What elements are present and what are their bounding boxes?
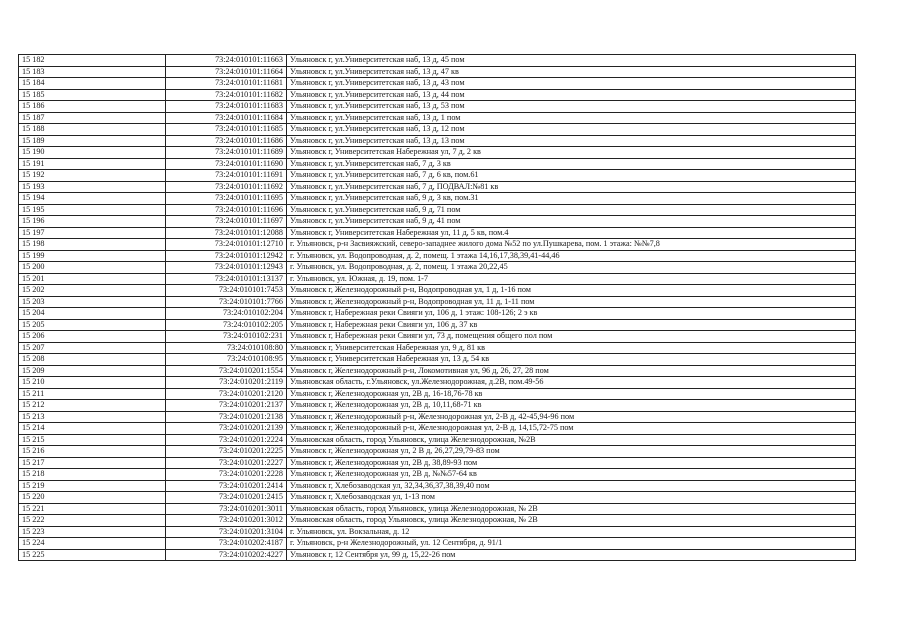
table-row [19, 250, 856, 262]
row-number-cell: 15 213 [19, 411, 166, 423]
row-number-cell: 15 207 [19, 342, 166, 354]
table-row [19, 89, 856, 101]
row-number-cell: 15 223 [19, 526, 166, 538]
row-number-cell: 15 190 [19, 147, 166, 159]
row-number-cell: 15 187 [19, 112, 166, 124]
cadastral-number-cell: 73:24:010101:12943 [166, 262, 287, 274]
row-number-cell: 15 197 [19, 227, 166, 239]
table-row [19, 66, 856, 78]
table-row [19, 365, 856, 377]
row-number-cell: 15 202 [19, 285, 166, 297]
row-number-cell: 15 221 [19, 503, 166, 515]
address-cell: Ульяновск г, Набережная реки Свияги ул, 106 д, 1 этаж: 108-126; 2 э кв [287, 308, 856, 320]
address-cell: Ульяновск г, Железнодорожная ул, 2В д, 16-18,76-78 кв [287, 388, 856, 400]
table-row [19, 112, 856, 124]
table-row [19, 492, 856, 504]
row-number-cell: 15 195 [19, 204, 166, 216]
address-cell: г. Ульяновск, ул. Водопроводная, д. 2, помещ. 1 этажа 14,16,17,38,39,41-44,46 [287, 250, 856, 262]
cadastral-number-cell: 73:24:010101:11681 [166, 78, 287, 90]
cadastral-number-cell: 73:24:010101:11663 [166, 55, 287, 67]
registry-table [18, 54, 856, 561]
row-number-cell: 15 219 [19, 480, 166, 492]
cadastral-number-cell: 73:24:010101:12710 [166, 239, 287, 251]
table-row [19, 101, 856, 113]
row-number-cell: 15 218 [19, 469, 166, 481]
address-cell: Ульяновск г, Железнодорожная ул, 2В д, 38,89-93 пом [287, 457, 856, 469]
cadastral-number-cell: 73:24:010102:231 [166, 331, 287, 343]
table-row [19, 331, 856, 343]
address-cell: Ульяновск г, ул.Университетская наб, 13 д, 13 пом [287, 135, 856, 147]
row-number-cell: 15 186 [19, 101, 166, 113]
row-number-cell: 15 214 [19, 423, 166, 435]
address-cell: Ульяновск г, ул.Университетская наб, 13 д, 12 пом [287, 124, 856, 136]
cadastral-number-cell: 73:24:010201:2120 [166, 388, 287, 400]
cadastral-number-cell: 73:24:010201:2119 [166, 377, 287, 389]
table-row [19, 135, 856, 147]
cadastral-number-cell: 73:24:010202:4227 [166, 549, 287, 561]
cadastral-number-cell: 73:24:010201:2415 [166, 492, 287, 504]
row-number-cell: 15 200 [19, 262, 166, 274]
address-cell: Ульяновск г, Университетская Набережная ул, 11 д, 5 кв, пом.4 [287, 227, 856, 239]
row-number-cell: 15 209 [19, 365, 166, 377]
cadastral-number-cell: 73:24:010202:4187 [166, 538, 287, 550]
cadastral-number-cell: 73:24:010101:11682 [166, 89, 287, 101]
cadastral-number-cell: 73:24:010102:205 [166, 319, 287, 331]
row-number-cell: 15 225 [19, 549, 166, 561]
cadastral-number-cell: 73:24:010201:3011 [166, 503, 287, 515]
row-number-cell: 15 220 [19, 492, 166, 504]
table-row [19, 227, 856, 239]
address-cell: Ульяновск г, Набережная реки Свияги ул, 106 д, 37 кв [287, 319, 856, 331]
row-number-cell: 15 193 [19, 181, 166, 193]
table-row [19, 158, 856, 170]
address-cell: Ульяновск г, Железнодорожная ул, 2В д, №№57-64 кв [287, 469, 856, 481]
address-cell: Ульяновск г, Железнодорожный р-н, Водопроводная ул, 11 д, 1-11 пом [287, 296, 856, 308]
cadastral-number-cell: 73:24:010201:2228 [166, 469, 287, 481]
address-cell: Ульяновск г, Железнодорожный р-н, Водопроводная ул, 1 д, 1-16 пом [287, 285, 856, 297]
row-number-cell: 15 194 [19, 193, 166, 205]
cadastral-number-cell: 73:24:010201:2225 [166, 446, 287, 458]
row-number-cell: 15 183 [19, 66, 166, 78]
table-row [19, 285, 856, 297]
cadastral-number-cell: 73:24:010101:7766 [166, 296, 287, 308]
row-number-cell: 15 188 [19, 124, 166, 136]
row-number-cell: 15 216 [19, 446, 166, 458]
address-cell: Ульяновск г, Железнодорожная ул, 2 В д, 26,27,29,79-83 пом [287, 446, 856, 458]
row-number-cell: 15 215 [19, 434, 166, 446]
row-number-cell: 15 208 [19, 354, 166, 366]
cadastral-number-cell: 73:24:010101:11685 [166, 124, 287, 136]
address-cell: Ульяновск г, ул.Университетская наб, 9 д, 41 пом [287, 216, 856, 228]
address-cell: Ульяновск г, ул.Университетская наб, 13 д, 45 пом [287, 55, 856, 67]
address-cell: Ульяновск г, Университетская Набережная ул, 7 д, 2 кв [287, 147, 856, 159]
row-number-cell: 15 196 [19, 216, 166, 228]
cadastral-number-cell: 73:24:010201:2224 [166, 434, 287, 446]
cadastral-number-cell: 73:24:010101:11692 [166, 181, 287, 193]
cadastral-number-cell: 73:24:010201:2139 [166, 423, 287, 435]
address-cell: Ульяновск г, Железнодорожный р-н, Железнодорожная ул, 2-В д, 14,15,72-75 пом [287, 423, 856, 435]
cadastral-number-cell: 73:24:010201:1554 [166, 365, 287, 377]
table-row [19, 400, 856, 412]
address-cell: Ульяновск г, ул.Университетская наб, 13 д, 43 пом [287, 78, 856, 90]
table-row [19, 181, 856, 193]
address-cell: Ульяновск г, ул.Университетская наб, 13 д, 1 пом [287, 112, 856, 124]
address-cell: Ульяновск г, Университетская Набережная ул, 9 д, 81 кв [287, 342, 856, 354]
table-row [19, 503, 856, 515]
table-row [19, 377, 856, 389]
address-cell: Ульяновская область, город Ульяновск, улица Железнодорожная, № 2В [287, 515, 856, 527]
address-cell: г. Ульяновск, ул. Южная, д. 19, пом. 1-7 [287, 273, 856, 285]
row-number-cell: 15 199 [19, 250, 166, 262]
address-cell: Ульяновск г, ул.Университетская наб, 9 д, 71 пом [287, 204, 856, 216]
cadastral-number-cell: 73:24:010101:11684 [166, 112, 287, 124]
row-number-cell: 15 205 [19, 319, 166, 331]
table-row [19, 388, 856, 400]
address-cell: Ульяновск г, Железнодорожный р-н, Локомотивная ул, 96 д, 26, 27, 28 пом [287, 365, 856, 377]
cadastral-number-cell: 73:24:010101:11689 [166, 147, 287, 159]
registry-table-body [19, 55, 856, 561]
row-number-cell: 15 198 [19, 239, 166, 251]
address-cell: Ульяновск г, ул.Университетская наб, 13 д, 53 пом [287, 101, 856, 113]
cadastral-number-cell: 73:24:010201:2138 [166, 411, 287, 423]
cadastral-number-cell: 73:24:010108:95 [166, 354, 287, 366]
table-row [19, 538, 856, 550]
table-row [19, 423, 856, 435]
cadastral-number-cell: 73:24:010101:11686 [166, 135, 287, 147]
row-number-cell: 15 192 [19, 170, 166, 182]
table-row [19, 549, 856, 561]
address-cell: Ульяновск г, ул.Университетская наб, 13 д, 47 кв [287, 66, 856, 78]
address-cell: Ульяновск г, Железнодорожная ул, 2В д, 10,11,68-71 кв [287, 400, 856, 412]
address-cell: Ульяновская область, город Ульяновск, улица Железнодорожная, № 2В [287, 503, 856, 515]
table-row [19, 342, 856, 354]
cadastral-number-cell: 73:24:010101:12088 [166, 227, 287, 239]
cadastral-number-cell: 73:24:010101:11697 [166, 216, 287, 228]
address-cell: г. Ульяновск, ул. Вокзальная, д. 12 [287, 526, 856, 538]
row-number-cell: 15 203 [19, 296, 166, 308]
table-row [19, 411, 856, 423]
row-number-cell: 15 204 [19, 308, 166, 320]
address-cell: Ульяновск г, Набережная реки Свияги ул, 73 д, помещения общего пол пом [287, 331, 856, 343]
address-cell: Ульяновск г, ул.Университетская наб, 9 д, 3 кв, пом.31 [287, 193, 856, 205]
address-cell: Ульяновск г, ул.Университетская наб, 7 д, 6 кв, пом.61 [287, 170, 856, 182]
row-number-cell: 15 191 [19, 158, 166, 170]
address-cell: Ульяновск г, ул.Университетская наб, 7 д, 3 кв [287, 158, 856, 170]
address-cell: Ульяновск г, ул.Университетская наб, 7 д, ПОДВАЛ:№81 кв [287, 181, 856, 193]
address-cell: Ульяновская область, г.Ульяновск, ул.Железнодорожная, д.2В, пом.49-56 [287, 377, 856, 389]
table-row [19, 124, 856, 136]
table-row [19, 239, 856, 251]
table-row [19, 354, 856, 366]
table-row [19, 434, 856, 446]
address-cell: Ульяновск г, Железнодорожный р-н, Железнодорожная ул, 2-В д, 42-45,94-96 пом [287, 411, 856, 423]
row-number-cell: 15 189 [19, 135, 166, 147]
address-cell: г. Ульяновск, р-н Железнодорожный, ул. 12 Сентября, д. 91/1 [287, 538, 856, 550]
table-row [19, 296, 856, 308]
table-row [19, 457, 856, 469]
row-number-cell: 15 210 [19, 377, 166, 389]
table-row [19, 308, 856, 320]
address-cell: Ульяновск г, ул.Университетская наб, 13 д, 44 пом [287, 89, 856, 101]
cadastral-number-cell: 73:24:010101:11691 [166, 170, 287, 182]
row-number-cell: 15 184 [19, 78, 166, 90]
cadastral-number-cell: 73:24:010101:11690 [166, 158, 287, 170]
table-row [19, 273, 856, 285]
table-row [19, 526, 856, 538]
row-number-cell: 15 206 [19, 331, 166, 343]
table-row [19, 78, 856, 90]
cadastral-number-cell: 73:24:010108:80 [166, 342, 287, 354]
cadastral-number-cell: 73:24:010101:13137 [166, 273, 287, 285]
cadastral-number-cell: 73:24:010101:12942 [166, 250, 287, 262]
table-row [19, 193, 856, 205]
address-cell: г. Ульяновск, р-н Засвияжский, северо-западнее жилого дома №52 по ул.Пушкарева, пом. 1 этажа: №№7,8 [287, 239, 856, 251]
table-row [19, 204, 856, 216]
cadastral-number-cell: 73:24:010102:204 [166, 308, 287, 320]
row-number-cell: 15 224 [19, 538, 166, 550]
table-row [19, 55, 856, 67]
cadastral-number-cell: 73:24:010201:2227 [166, 457, 287, 469]
address-cell: Ульяновск г, Хлебозаводская ул, 32,34,36,37,38,39,40 пом [287, 480, 856, 492]
table-row [19, 515, 856, 527]
table-row [19, 216, 856, 228]
table-row [19, 319, 856, 331]
cadastral-number-cell: 73:24:010101:11683 [166, 101, 287, 113]
cadastral-number-cell: 73:24:010101:11664 [166, 66, 287, 78]
cadastral-number-cell: 73:24:010101:11696 [166, 204, 287, 216]
cadastral-number-cell: 73:24:010101:7453 [166, 285, 287, 297]
row-number-cell: 15 201 [19, 273, 166, 285]
address-cell: г. Ульяновск, ул. Водопроводная, д. 2, помещ. 1 этажа 20,22,45 [287, 262, 856, 274]
cadastral-number-cell: 73:24:010201:2137 [166, 400, 287, 412]
row-number-cell: 15 211 [19, 388, 166, 400]
cadastral-number-cell: 73:24:010201:2414 [166, 480, 287, 492]
row-number-cell: 15 222 [19, 515, 166, 527]
cadastral-number-cell: 73:24:010201:3012 [166, 515, 287, 527]
address-cell: Ульяновская область, город Ульяновск, улица Железнодорожная, №2В [287, 434, 856, 446]
address-cell: Ульяновск г, Университетская Набережная ул, 13 д, 54 кв [287, 354, 856, 366]
address-cell: Ульяновск г, 12 Сентября ул, 99 д, 15,22-26 пом [287, 549, 856, 561]
table-row [19, 262, 856, 274]
row-number-cell: 15 185 [19, 89, 166, 101]
cadastral-number-cell: 73:24:010201:3104 [166, 526, 287, 538]
table-row [19, 480, 856, 492]
table-row [19, 170, 856, 182]
address-cell: Ульяновск г, Хлебозаводская ул, 1-13 пом [287, 492, 856, 504]
table-row [19, 446, 856, 458]
table-row [19, 147, 856, 159]
table-row [19, 469, 856, 481]
row-number-cell: 15 182 [19, 55, 166, 67]
row-number-cell: 15 212 [19, 400, 166, 412]
row-number-cell: 15 217 [19, 457, 166, 469]
cadastral-number-cell: 73:24:010101:11695 [166, 193, 287, 205]
